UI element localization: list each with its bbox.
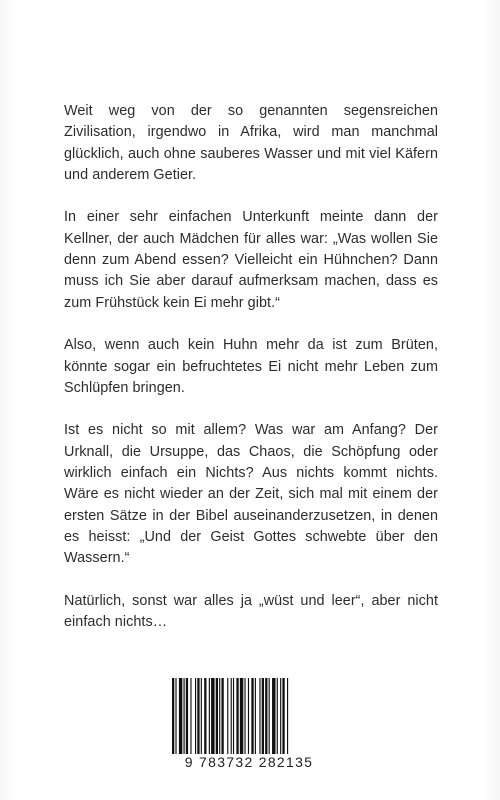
blurb-paragraph-4: Ist es nicht so mit allem? Was war am Anfang? Der Urknall, die Ursuppe, das Chaos, die Schöpfung oder wirklich einfach ein Nichts? Aus nichts kommt nichts. Wäre es nicht wieder an der Zeit, sich mal mit einem der ersten Sätze in der Bibel auseinanderzusetzen, in denen es heisst: „Und der Geist Gottes schwebte über den Wassern.“: [64, 422, 438, 567]
barcode-bars-icon: [166, 674, 332, 756]
blurb-text: [64, 101, 438, 655]
blurb-paragraph-1: Weit weg von der so genannten segensreichen Zivilisation, irgendwo in Afrika, wird man manchmal glücklich, auch ohne sauberes Wasser und mit viel Käfern und anderem Getier.: [64, 103, 438, 183]
blurb-paragraph-5: Natürlich, sonst war alles ja „wüst und leer“, aber nicht einfach nichts…: [64, 592, 438, 631]
blurb-paragraph-2: In einer sehr einfachen Unterkunft meinte dann der Kellner, der auch Mädchen für alles war: „Was wollen Sie denn zum Abend essen? Vielleicht ein Hühnchen? Dann muss ich Sie aber darauf aufmerksam machen, dass es zum Frühstück kein Ei mehr gibt.“: [64, 209, 438, 311]
isbn-number: 9 783732 282135: [166, 754, 332, 770]
isbn-barcode: [166, 674, 332, 778]
blurb-paragraph-3: Also, wenn auch kein Huhn mehr da ist zum Brüten, könnte sogar ein befruchtetes Ei nicht mehr Leben zum Schlüpfen bringen.: [64, 337, 438, 396]
